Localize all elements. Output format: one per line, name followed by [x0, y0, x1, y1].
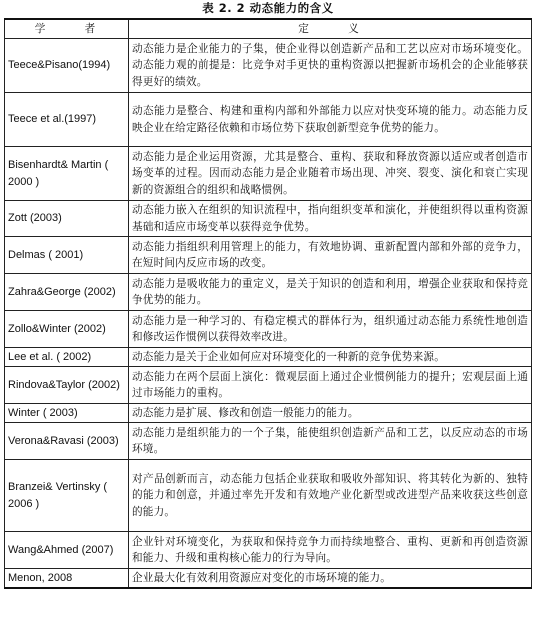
table-row: [5, 404, 532, 423]
scholar-cell: Wang&Ahmed (2007): [5, 532, 129, 569]
definition-cell: 动态能力是企业能力的子集，使企业得以创造新产品和工艺以应对市场环境变化。动态能力观的前提是：比竞争对手更快的重构资源以把握新市场机会的企业能够获得更好的绩效。: [129, 39, 532, 93]
scholar-cell: Bisenhardt& Martin ( 2000 ): [5, 147, 129, 201]
definition-cell: 动态能力嵌入在组织的知识流程中，指向组织变革和演化，并使组织得以重构资源基础和适应市场变革以获得竞争优势。: [129, 201, 532, 237]
scholar-cell: Teece&Pisano(1994): [5, 39, 129, 93]
scholar-cell: Winter ( 2003): [5, 404, 129, 423]
definition-cell: 动态能力是整合、构建和重构内部和外部能力以应对快变环境的能力。动态能力反映企业在给定路径依赖和市场位势下获取创新型竞争优势的能力。: [129, 93, 532, 147]
table-row: [5, 532, 532, 569]
table-row: [5, 201, 532, 237]
definition-cell: 动态能力是组织能力的一个子集，能使组织创造新产品和工艺，以反应动态的市场环境。: [129, 423, 532, 460]
table-row: [5, 367, 532, 404]
table-row: [5, 93, 532, 147]
table-row: [5, 311, 532, 348]
scholar-cell: Zahra&George (2002): [5, 274, 129, 311]
scholar-cell: Delmas ( 2001): [5, 237, 129, 274]
table-row: [5, 274, 532, 311]
scholar-cell: Teece et al.(1997): [5, 93, 129, 147]
table-row: [5, 147, 532, 201]
table-row: [5, 348, 532, 367]
header-scholar: 学 者: [5, 19, 129, 39]
definition-cell: 企业针对环境变化，为获取和保持竞争力而持续地整合、重构、更新和再创造资源和能力、升级和重构核心能力的行为导向。: [129, 532, 532, 569]
definition-cell: 动态能力指组织利用管理上的能力，有效地协调、重新配置内部和外部的竞争力，在短时间内反应市场的改变。: [129, 237, 532, 274]
table-row: [5, 39, 532, 93]
definition-cell: 对产品创新而言，动态能力包括企业获取和吸收外部知识、将其转化为新的、独特的能力和创意，并通过率先开发和有效地产业化新型或改进型产品来收获这些创意的能力。: [129, 460, 532, 532]
definition-cell: 动态能力在两个层面上演化：微观层面上通过企业惯例能力的提升；宏观层面上通过市场能力的重构。: [129, 367, 532, 404]
scholar-cell: Menon, 2008: [5, 569, 129, 588]
table-caption: 表 2. 2 动态能力的含义: [202, 1, 334, 15]
header-definition: 定 义: [129, 19, 532, 39]
table-row: [5, 569, 532, 588]
scholar-cell: Zott (2003): [5, 201, 129, 237]
table-row: [5, 237, 532, 274]
scholar-cell: Verona&Ravasi (2003): [5, 423, 129, 460]
scholar-cell: Rindova&Taylor (2002): [5, 367, 129, 404]
definition-cell: 动态能力是企业运用资源，尤其是整合、重构、获取和释放资源以适应或者创造市场变革的过程。因而动态能力是企业随着市场出现、冲突、裂变、演化和衰亡实现新的资源组合的组织和战略惯例。: [129, 147, 532, 201]
definition-cell: 动态能力是吸收能力的重定义，是关于知识的创造和利用，增强企业获取和保持竞争优势的能力。: [129, 274, 532, 311]
definition-cell: 动态能力是一种学习的、有稳定模式的群体行为，组织通过动态能力系统性地创造和修改运作惯例以获得效率改进。: [129, 311, 532, 348]
definitions-table: [4, 18, 532, 589]
scholar-cell: Branzei& Vertinsky ( 2006 ): [5, 460, 129, 532]
scholar-cell: Zollo&Winter (2002): [5, 311, 129, 348]
definition-cell: 动态能力是关于企业如何应对环境变化的一种新的竞争优势来源。: [129, 348, 532, 367]
table-row: [5, 460, 532, 532]
definition-cell: 企业最大化有效利用资源应对变化的市场环境的能力。: [129, 569, 532, 588]
definition-cell: 动态能力是扩展、修改和创造一般能力的能力。: [129, 404, 532, 423]
table-header-row: [5, 19, 532, 39]
table-row: [5, 423, 532, 460]
scholar-cell: Lee et al. ( 2002): [5, 348, 129, 367]
